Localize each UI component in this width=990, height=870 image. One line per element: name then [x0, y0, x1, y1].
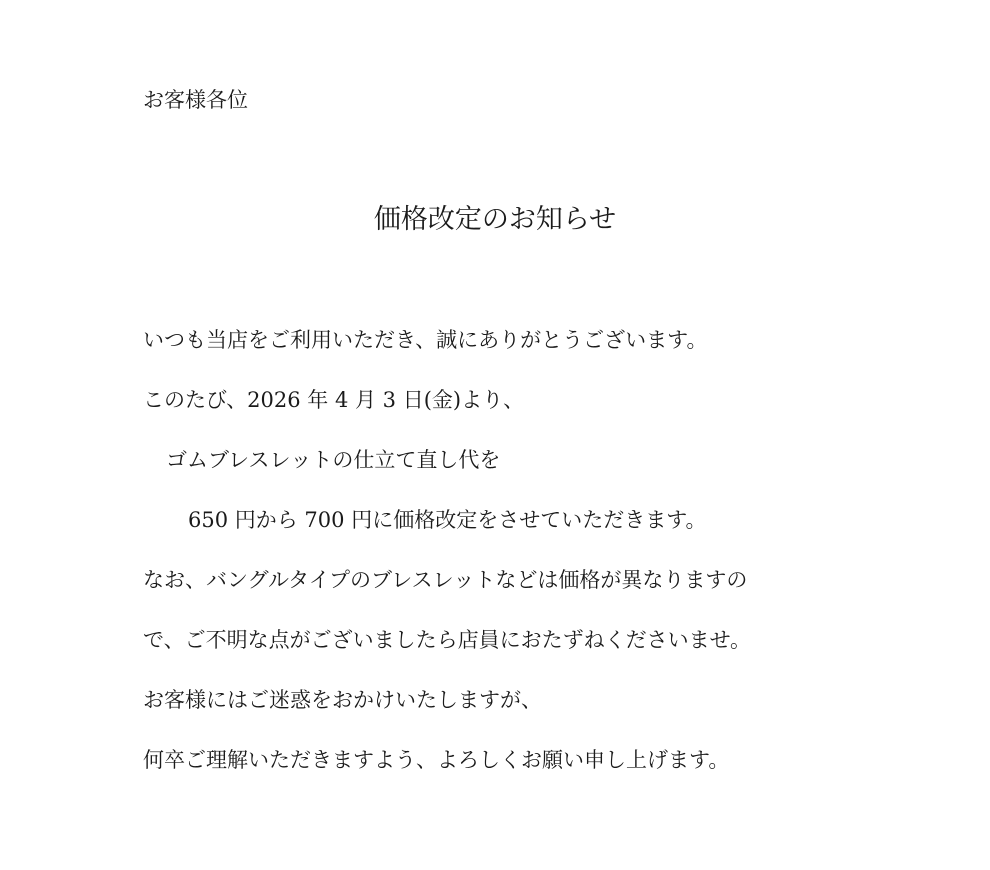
body-line-closing: 何卒ご理解いただきますよう、よろしくお願い申し上げます。 [143, 748, 730, 772]
body-line-price-change: 650 円から 700 円に価格改定をさせていただきます。 [188, 508, 707, 532]
salutation: お客様各位 [143, 88, 248, 112]
document-title: 価格改定のお知らせ [373, 204, 617, 235]
body-line-effective-date: このたび、2026 年 4 月 3 日(金)より、 [143, 388, 525, 412]
body-line-greeting: いつも当店をご利用いただき、誠にありがとうございます。 [143, 328, 708, 352]
body-line-service: ゴムブレスレットの仕立て直し代を [166, 448, 501, 472]
body-line-apology: お客様にはご迷惑をおかけいたしますが、 [143, 688, 542, 712]
body-line-note-continued: で、ご不明な点がございましたら店員におたずねくださいませ。 [143, 628, 751, 652]
body-line-note: なお、バングルタイプのブレスレットなどは価格が異なりますの [143, 568, 748, 592]
